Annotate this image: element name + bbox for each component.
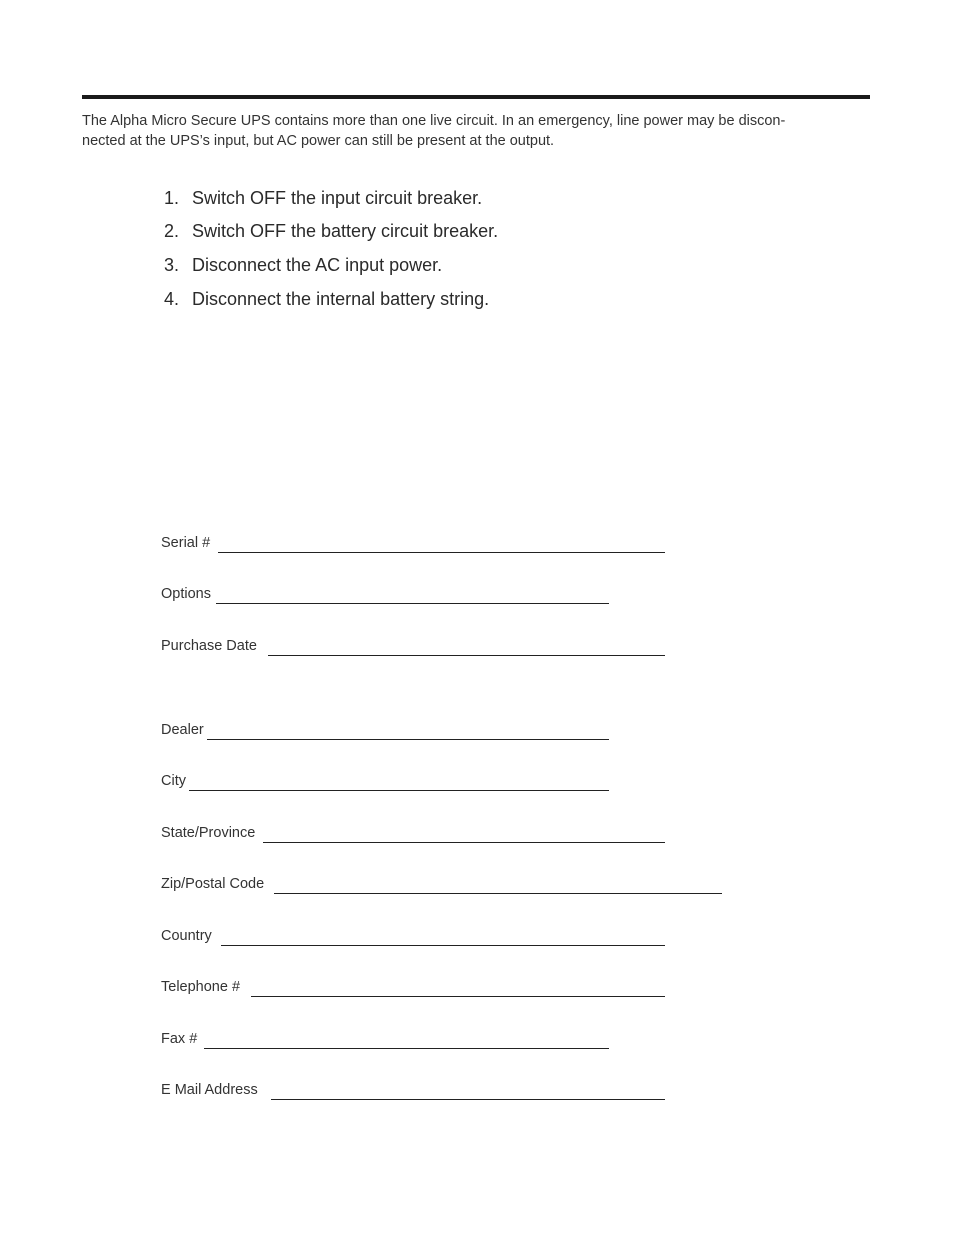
step-text: Disconnect the AC input power. [192, 255, 443, 275]
options-label: Options [161, 586, 211, 602]
state-province-label: State/Province [161, 825, 256, 841]
telephone-label: Telephone # [161, 979, 241, 995]
step-item [160, 219, 498, 243]
city-input-line[interactable] [189, 790, 609, 791]
zip-postal-code-input-line[interactable] [274, 893, 722, 894]
options-input-line[interactable] [216, 603, 609, 604]
country-label: Country [161, 928, 212, 944]
step-item [160, 253, 442, 277]
city-field [161, 770, 186, 792]
purchase-date-input-line[interactable] [268, 655, 665, 656]
serial-number-label: Serial # [161, 535, 211, 551]
step-item [160, 287, 489, 311]
fax-input-line[interactable] [204, 1048, 609, 1049]
state-province-input-line[interactable] [263, 842, 665, 843]
serial-number-input-line[interactable] [218, 552, 665, 553]
city-label: City [161, 773, 186, 789]
purchase-date-field [161, 635, 257, 657]
email-address-field [161, 1079, 258, 1101]
email-address-input-line[interactable] [271, 1099, 665, 1100]
step-number: 2. [164, 221, 180, 241]
telephone-field [161, 976, 240, 998]
step-number: 3. [164, 255, 180, 275]
step-item [160, 186, 482, 210]
dealer-label: Dealer [161, 722, 204, 738]
step-text: Switch OFF the input circuit breaker. [192, 188, 483, 208]
fax-field [161, 1028, 197, 1050]
step-text: Switch OFF the battery circuit breaker. [192, 221, 499, 241]
step-text: Disconnect the internal battery string. [192, 289, 490, 309]
email-address-label: E Mail Address [161, 1082, 258, 1098]
country-field [161, 925, 212, 947]
zip-postal-code-label: Zip/Postal Code [161, 876, 265, 892]
dealer-input-line[interactable] [207, 739, 609, 740]
purchase-date-label: Purchase Date [161, 638, 257, 654]
options-field [161, 583, 211, 605]
serial-number-field [161, 532, 210, 554]
step-number: 1. [164, 188, 180, 208]
state-province-field [161, 822, 255, 844]
fax-label: Fax # [161, 1031, 198, 1047]
step-number: 4. [164, 289, 180, 309]
telephone-input-line[interactable] [251, 996, 665, 997]
zip-postal-code-field [161, 873, 264, 895]
intro-line-1: The Alpha Micro Secure UPS contains more than one live circuit. In an emergency, line power may be discon- [82, 113, 786, 129]
country-input-line[interactable] [221, 945, 665, 946]
dealer-field [161, 719, 204, 741]
intro-line-2: nected at the UPS’s input, but AC power can still be present at the output. [82, 133, 555, 149]
intro-paragraph [82, 111, 862, 151]
header-rule [82, 95, 870, 99]
